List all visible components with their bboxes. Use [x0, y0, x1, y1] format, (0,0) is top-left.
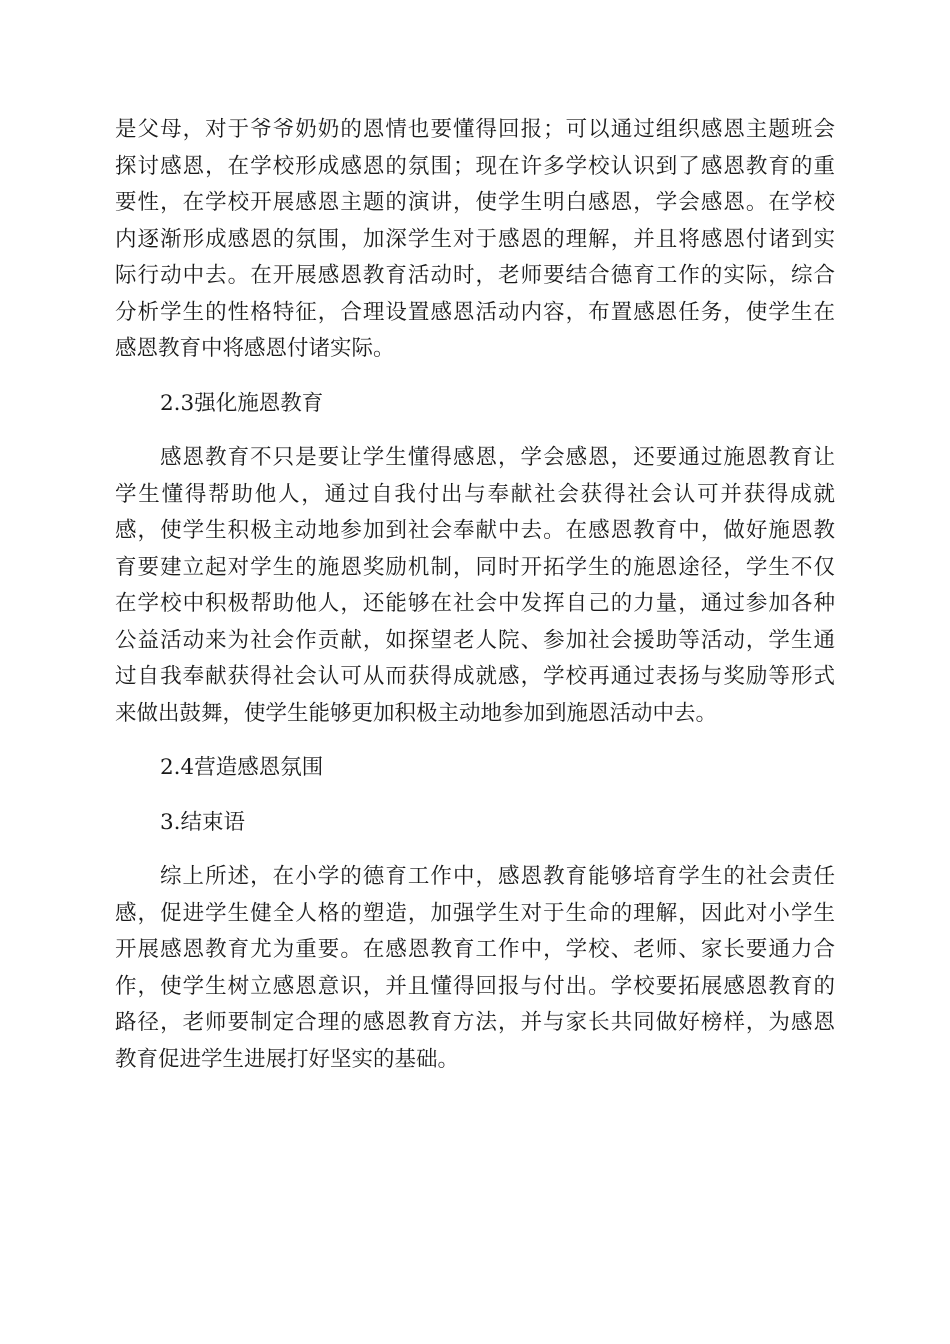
section-heading-2-4: 2.4营造感恩氛围: [160, 755, 324, 780]
text-line: 来做出鼓舞，使学生能够更加积极主动地参加到施恩活动中去。: [115, 700, 718, 726]
text-line: 感，使学生积极主动地参加到社会奉献中去。在感恩教育中，做好施恩教: [115, 518, 835, 543]
text-line: 育要建立起对学生的施恩奖励机制，同时开拓学生的施恩途径，学生不仅: [115, 554, 835, 580]
text-line: 综上所述，在小学的德育工作中，感恩教育能够培育学生的社会责任: [160, 864, 835, 889]
text-line: 内逐渐形成感恩的氛围，加深学生对于感恩的理解，并且将感恩付诸到实: [115, 226, 835, 252]
text-line: 感恩教育不只是要让学生懂得感恩，学会感恩，还要通过施恩教育让: [160, 445, 835, 470]
text-line: 感，促进学生健全人格的塑造，加强学生对于生命的理解，因此对小学生: [115, 900, 835, 926]
paragraph-conclusion: [115, 859, 835, 1078]
text-line: 感恩教育中将感恩付诸实际。: [115, 336, 395, 361]
text-line: 作，使学生树立感恩意识，并且懂得回报与付出。学校要拓展感恩教育的: [115, 973, 835, 999]
section-heading-2-3: 2.3强化施恩教育: [160, 390, 324, 416]
paragraph-gratitude-atmosphere: [115, 112, 835, 368]
text-line: 开展感恩教育尤为重要。在感恩教育工作中，学校、老师、家长要通力合: [115, 937, 835, 962]
text-line: 探讨感恩，在学校形成感恩的氛围；现在许多学校认识到了感恩教育的重: [115, 153, 835, 179]
text-line: 公益活动来为社会作贡献，如探望老人院、参加社会援助等活动，学生通: [115, 627, 835, 653]
text-line: 际行动中去。在开展感恩教育活动时，老师要结合德育工作的实际，综合: [115, 263, 835, 288]
text-line: 教育促进学生进展打好坚实的基础。: [115, 1046, 460, 1072]
text-line: 路径，老师要制定合理的感恩教育方法，并与家长共同做好榜样，为感恩: [115, 1010, 835, 1035]
document-body: [115, 112, 835, 1078]
text-line: 要性，在学校开展感恩主题的演讲，使学生明白感恩，学会感恩。在学校: [115, 190, 835, 215]
text-line: 分析学生的性格特征，合理设置感恩活动内容，布置感恩任务，使学生在: [115, 299, 835, 325]
paragraph-giving-education: [115, 440, 835, 732]
section-heading-3: 3.结束语: [160, 809, 246, 835]
text-line: 学生懂得帮助他人，通过自我付出与奉献社会获得社会认可并获得成就: [115, 481, 835, 507]
text-line: 在学校中积极帮助他人，还能够在社会中发挥自己的力量，通过参加各种: [115, 591, 835, 616]
text-line: 过自我奉献获得社会认可从而获得成就感，学校再通过表扬与奖励等形式: [115, 664, 835, 689]
text-line: 是父母，对于爷爷奶奶的恩情也要懂得回报；可以通过组织感恩主题班会: [115, 117, 835, 142]
